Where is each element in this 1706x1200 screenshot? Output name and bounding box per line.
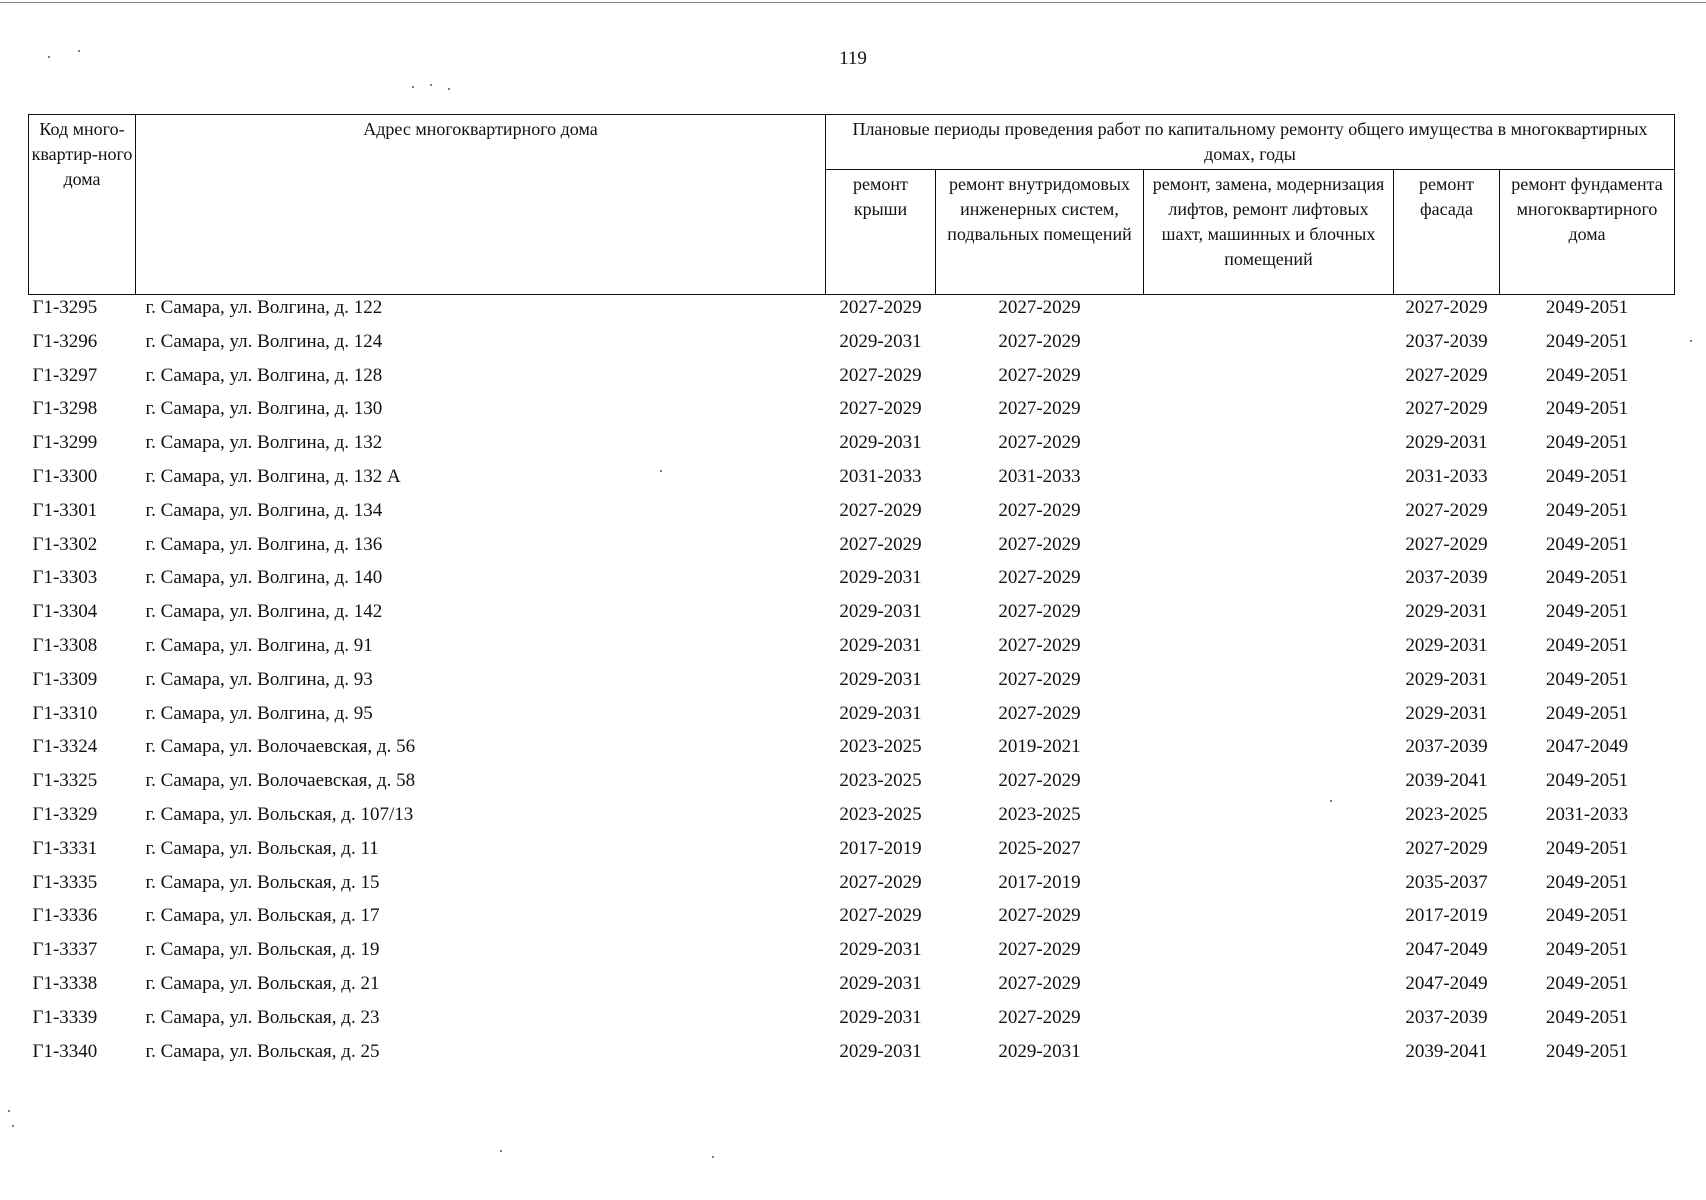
cell-roof: 2029-2031 — [839, 1006, 922, 1028]
cell-code: Г1-3310 — [32, 702, 98, 724]
scan-speck — [12, 1125, 14, 1127]
cell-address: г. Самара, ул. Вольская, д. 19 — [145, 939, 380, 961]
cell-code: Г1-3295 — [32, 297, 98, 318]
cell-address: г. Самара, ул. Волочаевская, д. 58 — [145, 770, 416, 792]
cell-roof: 2027-2029 — [839, 398, 922, 420]
table-row — [29, 703, 1675, 737]
table-row — [29, 1007, 1675, 1041]
cell-address: г. Самара, ул. Волгина, д. 91 — [145, 634, 373, 656]
cell-elevators — [1144, 295, 1394, 331]
cell-roof: 2023-2025 — [839, 736, 922, 758]
cell-facade: 2029-2031 — [1405, 601, 1488, 623]
cell-code: Г1-3303 — [32, 567, 98, 589]
cell-code: Г1-3324 — [32, 736, 98, 758]
cell-code: Г1-3331 — [32, 837, 98, 859]
cell-facade: 2039-2041 — [1405, 1040, 1488, 1062]
repair-schedule-table-wrapper — [28, 114, 1674, 1074]
cell-elevators — [1144, 703, 1394, 737]
cell-elevators — [1144, 500, 1394, 534]
cell-address: г. Самара, ул. Волочаевская, д. 56 — [145, 736, 416, 758]
scan-edge-line — [0, 2, 1706, 3]
cell-elevators — [1144, 838, 1394, 872]
cell-address: г. Самара, ул. Вольская, д. 15 — [145, 871, 380, 893]
scan-speck — [430, 84, 432, 86]
cell-code: Г1-3301 — [32, 499, 98, 521]
cell-elevators — [1144, 736, 1394, 770]
cell-address: г. Самара, ул. Волгина, д. 130 — [145, 398, 383, 420]
scan-speck — [660, 470, 662, 472]
cell-code: Г1-3338 — [32, 972, 98, 994]
cell-facade: 2035-2037 — [1405, 871, 1488, 893]
cell-roof: 2027-2029 — [839, 905, 922, 927]
cell-engineering: 2025-2027 — [998, 837, 1081, 859]
cell-code: Г1-3335 — [32, 871, 98, 893]
cell-engineering: 2027-2029 — [998, 770, 1081, 792]
cell-engineering: 2027-2029 — [998, 1006, 1081, 1028]
cell-roof: 2027-2029 — [839, 297, 922, 318]
cell-code: Г1-3339 — [32, 1006, 98, 1028]
cell-address: г. Самара, ул. Волгина, д. 95 — [145, 702, 373, 724]
cell-code: Г1-3329 — [32, 803, 98, 825]
cell-elevators — [1144, 905, 1394, 939]
header-foundation: ремонт фундамента многоквартирного дома — [1500, 170, 1675, 295]
scan-speck — [48, 56, 50, 58]
page-number: 119 — [839, 48, 867, 69]
cell-elevators — [1144, 432, 1394, 466]
table-row — [29, 770, 1675, 804]
cell-address: г. Самара, ул. Волгина, д. 128 — [145, 364, 383, 386]
cell-code: Г1-3296 — [32, 330, 98, 352]
cell-facade: 2047-2049 — [1405, 939, 1488, 961]
cell-foundation: 2049-2051 — [1545, 871, 1629, 893]
scan-speck — [1330, 800, 1332, 802]
cell-elevators — [1144, 331, 1394, 365]
cell-foundation: 2049-2051 — [1545, 972, 1629, 994]
cell-foundation: 2049-2051 — [1545, 770, 1629, 792]
cell-roof: 2023-2025 — [839, 770, 922, 792]
cell-address: г. Самара, ул. Волгина, д. 132 — [145, 432, 383, 454]
cell-foundation: 2049-2051 — [1545, 567, 1629, 589]
cell-address: г. Самара, ул. Вольская, д. 107/13 — [145, 803, 414, 825]
cell-facade: 2037-2039 — [1405, 736, 1488, 758]
cell-elevators — [1144, 939, 1394, 973]
cell-elevators — [1144, 669, 1394, 703]
cell-code: Г1-3298 — [32, 398, 98, 420]
cell-foundation: 2049-2051 — [1545, 634, 1629, 656]
cell-facade: 2029-2031 — [1405, 634, 1488, 656]
cell-roof: 2027-2029 — [839, 364, 922, 386]
cell-facade: 2027-2029 — [1405, 297, 1488, 318]
cell-facade: 2029-2031 — [1405, 668, 1488, 690]
table-row — [29, 872, 1675, 906]
cell-code: Г1-3340 — [32, 1040, 98, 1062]
cell-roof: 2029-2031 — [839, 1040, 922, 1062]
cell-facade: 2027-2029 — [1405, 398, 1488, 420]
cell-address: г. Самара, ул. Волгина, д. 124 — [145, 330, 383, 352]
cell-foundation: 2049-2051 — [1545, 499, 1629, 521]
cell-elevators — [1144, 534, 1394, 568]
table-row — [29, 736, 1675, 770]
scan-speck — [78, 50, 80, 52]
scan-speck — [1690, 340, 1692, 342]
cell-facade: 2023-2025 — [1405, 803, 1488, 825]
cell-roof: 2029-2031 — [839, 567, 922, 589]
table-row — [29, 295, 1675, 331]
cell-foundation: 2049-2051 — [1545, 837, 1629, 859]
header-elevators: ремонт, замена, модернизация лифтов, ремонт лифтовых шахт, машинных и блочных помещений — [1144, 170, 1394, 295]
cell-elevators — [1144, 872, 1394, 906]
table-row — [29, 500, 1675, 534]
cell-foundation: 2049-2051 — [1545, 1040, 1629, 1062]
table-row — [29, 635, 1675, 669]
cell-code: Г1-3325 — [32, 770, 98, 792]
scan-speck — [8, 1110, 10, 1112]
header-facade: ремонт фасада — [1394, 170, 1500, 295]
cell-elevators — [1144, 466, 1394, 500]
cell-elevators — [1144, 770, 1394, 804]
cell-engineering: 2027-2029 — [998, 939, 1081, 961]
table-body — [29, 295, 1675, 1075]
cell-roof: 2029-2031 — [839, 330, 922, 352]
cell-facade: 2029-2031 — [1405, 702, 1488, 724]
cell-foundation: 2047-2049 — [1545, 736, 1629, 758]
cell-foundation: 2049-2051 — [1545, 398, 1629, 420]
cell-elevators — [1144, 804, 1394, 838]
table-row — [29, 1041, 1675, 1075]
cell-address: г. Самара, ул. Волгина, д. 122 — [145, 297, 383, 318]
cell-code: Г1-3309 — [32, 668, 98, 690]
cell-elevators — [1144, 973, 1394, 1007]
cell-engineering: 2027-2029 — [998, 499, 1081, 521]
cell-address: г. Самара, ул. Вольская, д. 17 — [145, 905, 380, 927]
cell-roof: 2031-2033 — [839, 465, 922, 487]
table-row — [29, 567, 1675, 601]
cell-code: Г1-3297 — [32, 364, 98, 386]
cell-engineering: 2027-2029 — [998, 634, 1081, 656]
cell-code: Г1-3304 — [32, 601, 98, 623]
cell-elevators — [1144, 1041, 1394, 1075]
cell-roof: 2027-2029 — [839, 871, 922, 893]
cell-engineering: 2027-2029 — [998, 364, 1081, 386]
cell-elevators — [1144, 1007, 1394, 1041]
cell-engineering: 2027-2029 — [998, 905, 1081, 927]
table-row — [29, 838, 1675, 872]
cell-engineering: 2027-2029 — [998, 432, 1081, 454]
cell-foundation: 2049-2051 — [1545, 432, 1629, 454]
table-row — [29, 669, 1675, 703]
table-row — [29, 905, 1675, 939]
cell-roof: 2029-2031 — [839, 939, 922, 961]
cell-foundation: 2049-2051 — [1545, 465, 1629, 487]
cell-facade: 2039-2041 — [1405, 770, 1488, 792]
cell-address: г. Самара, ул. Вольская, д. 25 — [145, 1040, 380, 1062]
table-row — [29, 331, 1675, 365]
cell-foundation: 2049-2051 — [1545, 297, 1629, 318]
table-row — [29, 601, 1675, 635]
cell-roof: 2029-2031 — [839, 601, 922, 623]
cell-engineering: 2023-2025 — [998, 803, 1081, 825]
cell-code: Г1-3336 — [32, 905, 98, 927]
cell-address: г. Самара, ул. Волгина, д. 134 — [145, 499, 383, 521]
cell-facade: 2027-2029 — [1405, 499, 1488, 521]
header-roof: ремонт крыши — [826, 170, 936, 295]
cell-facade: 2037-2039 — [1405, 1006, 1488, 1028]
table-row — [29, 804, 1675, 838]
table-header — [29, 115, 1675, 295]
table-row — [29, 432, 1675, 466]
header-address: Адрес многоквартирного дома — [136, 115, 826, 295]
cell-facade: 2027-2029 — [1405, 533, 1488, 555]
cell-engineering: 2029-2031 — [998, 1040, 1081, 1062]
cell-roof: 2029-2031 — [839, 702, 922, 724]
scan-speck — [500, 1150, 502, 1152]
cell-roof: 2027-2029 — [839, 499, 922, 521]
cell-engineering: 2027-2029 — [998, 702, 1081, 724]
cell-elevators — [1144, 601, 1394, 635]
cell-engineering: 2027-2029 — [998, 398, 1081, 420]
cell-facade: 2037-2039 — [1405, 330, 1488, 352]
cell-foundation: 2049-2051 — [1545, 905, 1629, 927]
cell-engineering: 2027-2029 — [998, 972, 1081, 994]
table-row — [29, 534, 1675, 568]
cell-code: Г1-3302 — [32, 533, 98, 555]
cell-foundation: 2049-2051 — [1545, 533, 1629, 555]
header-code: Код много-квартир-ного дома — [29, 115, 136, 295]
cell-facade: 2017-2019 — [1405, 905, 1488, 927]
scan-speck — [712, 1156, 714, 1158]
cell-address: г. Самара, ул. Вольская, д. 11 — [145, 837, 379, 859]
table-row — [29, 466, 1675, 500]
cell-facade: 2027-2029 — [1405, 364, 1488, 386]
cell-foundation: 2049-2051 — [1545, 939, 1629, 961]
cell-roof: 2029-2031 — [839, 634, 922, 656]
cell-foundation: 2031-2033 — [1545, 803, 1629, 825]
table-row — [29, 973, 1675, 1007]
cell-code: Г1-3308 — [32, 634, 98, 656]
cell-code: Г1-3300 — [32, 465, 98, 487]
cell-facade: 2037-2039 — [1405, 567, 1488, 589]
cell-facade: 2047-2049 — [1405, 972, 1488, 994]
cell-address: г. Самара, ул. Волгина, д. 132 А — [145, 465, 401, 487]
table-row — [29, 365, 1675, 399]
cell-engineering: 2027-2029 — [998, 668, 1081, 690]
cell-elevators — [1144, 365, 1394, 399]
cell-code: Г1-3299 — [32, 432, 98, 454]
cell-code: Г1-3337 — [32, 939, 98, 961]
cell-engineering: 2027-2029 — [998, 533, 1081, 555]
cell-address: г. Самара, ул. Волгина, д. 142 — [145, 601, 383, 623]
table-row — [29, 939, 1675, 973]
header-periods-group: Плановые периоды проведения работ по капитальному ремонту общего имущества в многоквартирных домах, годы — [826, 115, 1675, 170]
cell-foundation: 2049-2051 — [1545, 601, 1629, 623]
table-row — [29, 398, 1675, 432]
cell-address: г. Самара, ул. Вольская, д. 23 — [145, 1006, 380, 1028]
cell-roof: 2017-2019 — [839, 837, 922, 859]
cell-engineering: 2027-2029 — [998, 330, 1081, 352]
cell-roof: 2023-2025 — [839, 803, 922, 825]
repair-schedule-table — [28, 114, 1675, 1074]
cell-address: г. Самара, ул. Волгина, д. 136 — [145, 533, 383, 555]
scan-speck — [412, 86, 414, 88]
cell-elevators — [1144, 398, 1394, 432]
cell-address: г. Самара, ул. Волгина, д. 93 — [145, 668, 373, 690]
cell-elevators — [1144, 635, 1394, 669]
cell-foundation: 2049-2051 — [1545, 668, 1629, 690]
cell-foundation: 2049-2051 — [1545, 330, 1629, 352]
cell-foundation: 2049-2051 — [1545, 1006, 1629, 1028]
cell-engineering: 2027-2029 — [998, 567, 1081, 589]
cell-engineering: 2019-2021 — [998, 736, 1081, 758]
cell-engineering: 2031-2033 — [998, 465, 1081, 487]
header-engineering: ремонт внутридомовых инженерных систем, подвальных помещений — [936, 170, 1144, 295]
cell-roof: 2029-2031 — [839, 668, 922, 690]
cell-facade: 2027-2029 — [1405, 837, 1488, 859]
cell-engineering: 2017-2019 — [998, 871, 1081, 893]
header-row-top — [29, 115, 1675, 170]
cell-engineering: 2027-2029 — [998, 297, 1081, 318]
cell-address: г. Самара, ул. Вольская, д. 21 — [145, 972, 380, 994]
scan-speck — [448, 88, 450, 90]
cell-facade: 2031-2033 — [1405, 465, 1488, 487]
cell-roof: 2029-2031 — [839, 432, 922, 454]
cell-roof: 2029-2031 — [839, 972, 922, 994]
cell-foundation: 2049-2051 — [1545, 364, 1629, 386]
cell-address: г. Самара, ул. Волгина, д. 140 — [145, 567, 383, 589]
cell-facade: 2029-2031 — [1405, 432, 1488, 454]
cell-foundation: 2049-2051 — [1545, 702, 1629, 724]
cell-engineering: 2027-2029 — [998, 601, 1081, 623]
cell-roof: 2027-2029 — [839, 533, 922, 555]
cell-elevators — [1144, 567, 1394, 601]
